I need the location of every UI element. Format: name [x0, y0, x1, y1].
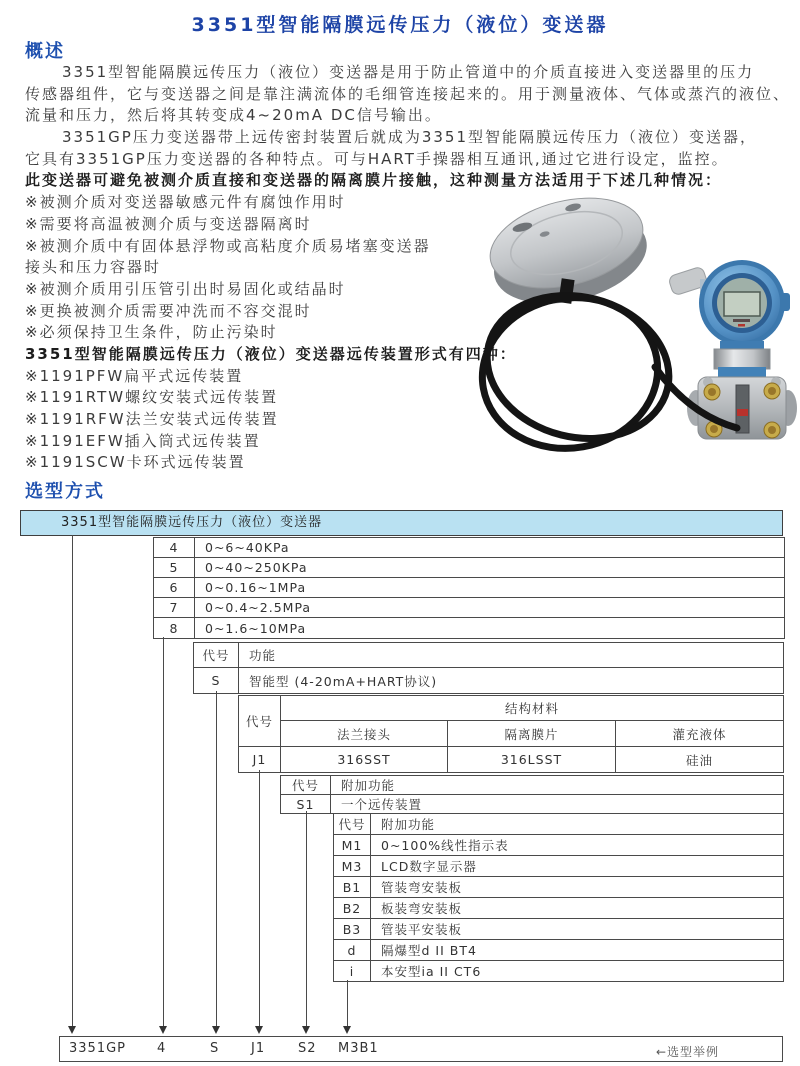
col-label: 代号 — [334, 814, 371, 835]
col-label: 灌充液体 — [616, 721, 784, 747]
col-label: 法兰接头 — [281, 721, 448, 747]
example-code: S2 — [298, 1041, 317, 1056]
remote-desc: 一个远传装置 — [331, 795, 784, 814]
example-code: M3B1 — [338, 1041, 379, 1056]
addon-table — [333, 813, 784, 982]
connector-line — [306, 811, 307, 1027]
range-code: 6 — [154, 578, 195, 598]
page-title: 3351型智能隔膜远传压力（液位）变送器 — [191, 14, 609, 36]
material-table — [238, 695, 784, 773]
addon-code: d — [334, 940, 371, 961]
arrow-down-icon — [343, 1026, 351, 1034]
example-code: J1 — [251, 1041, 266, 1056]
range-value: 0~40~250KPa — [195, 558, 785, 578]
arrow-down-icon — [302, 1026, 310, 1034]
overview-heading: 概述 — [25, 41, 65, 62]
addon-desc: 管装弯安装板 — [371, 877, 784, 898]
range-value: 0~6~40KPa — [195, 538, 785, 558]
bullet-line: ※需要将高温被测介质与变送器隔离时 — [25, 214, 312, 233]
function-code: S — [194, 668, 239, 694]
overview-line: 3351GP压力变送器带上远传密封装置后就成为3351型智能隔膜远传压力（液位）变送器， — [62, 128, 758, 147]
range-value: 0~0.16~1MPa — [195, 578, 785, 598]
addon-desc: 0~100%线性指示表 — [371, 835, 784, 856]
addon-code: M1 — [334, 835, 371, 856]
col-label: 附加功能 — [371, 814, 784, 835]
range-code: 7 — [154, 598, 195, 618]
bullet-line: ※必须保持卫生条件，防止污染时 — [25, 323, 278, 342]
overview-line: 它具有3351GP压力变送器的各种特点。可与HART手操器相互通讯,通过它进行设定，监控。 — [25, 149, 729, 168]
model-header-bar: 3351型智能隔膜远传压力（液位）变送器 — [20, 510, 783, 536]
material-flange: 316SST — [281, 747, 448, 773]
connector-line — [163, 637, 164, 1027]
material-code: J1 — [239, 747, 281, 773]
overview-line: 传感器组件，它与变送器之间是靠注满流体的毛细管连接起来的。用于测量液体、气体或蒸汽的液位、 — [25, 84, 791, 103]
remote-table — [280, 775, 784, 814]
arrow-down-icon — [68, 1026, 76, 1034]
addon-code: B1 — [334, 877, 371, 898]
material-fill: 硅油 — [616, 747, 784, 773]
example-code-box — [59, 1036, 783, 1062]
function-table — [193, 642, 784, 694]
bullet-line: ※1191SCW卡环式远传装置 — [25, 453, 246, 472]
range-code: 5 — [154, 558, 195, 578]
overview-line: 流量和压力，然后将其转变成4~20mA DC信号输出。 — [25, 106, 442, 125]
bullet-line: ※1191RTW螺纹安装式远传装置 — [25, 388, 279, 407]
example-note: ←选型举例 — [656, 1045, 720, 1059]
example-code: S — [210, 1041, 220, 1056]
connector-line — [259, 770, 260, 1027]
material-group-label: 结构材料 — [281, 696, 784, 721]
product-photo — [450, 185, 800, 480]
addon-code: B3 — [334, 919, 371, 940]
bullet-line: ※更换被测介质需要冲洗而不容交混时 — [25, 301, 312, 320]
overview-emphasis-line: 3351型智能隔膜远传压力（液位）变送器远传装置形式有四种： — [25, 344, 517, 363]
arrow-down-icon — [159, 1026, 167, 1034]
col-label: 代号 — [239, 696, 281, 747]
addon-code: M3 — [334, 856, 371, 877]
range-code: 8 — [154, 618, 195, 639]
lcd-screen — [724, 292, 760, 316]
remote-code: S1 — [281, 795, 331, 814]
addon-desc: 本安型ia II CT6 — [371, 961, 784, 982]
col-label: 功能 — [239, 643, 784, 668]
addon-desc: LCD数字显示器 — [371, 856, 784, 877]
connector-line — [72, 535, 73, 1027]
selection-heading: 选型方式 — [25, 481, 105, 502]
material-diaphragm: 316LSST — [448, 747, 616, 773]
addon-desc: 板装弯安装板 — [371, 898, 784, 919]
connector-line — [347, 980, 348, 1027]
bullet-line: 接头和压力容器时 — [25, 258, 162, 277]
col-label: 附加功能 — [331, 776, 784, 795]
bullet-line: ※被测介质用引压管引出时易固化或结晶时 — [25, 279, 346, 298]
capillary-tube — [470, 277, 684, 462]
addon-code: i — [334, 961, 371, 982]
function-desc: 智能型 (4-20mA+HART协议) — [239, 668, 784, 694]
range-value: 0~1.6~10MPa — [195, 618, 785, 639]
bullet-line: ※1191PFW扁平式远传装置 — [25, 366, 244, 385]
range-table — [153, 537, 785, 639]
arrow-down-icon — [255, 1026, 263, 1034]
bullet-line: ※1191EFW插入筒式远传装置 — [25, 431, 261, 450]
bullet-line: ※被测介质中有固体悬浮物或高粘度介质易堵塞变送器 — [25, 236, 431, 255]
connector-band — [714, 349, 770, 369]
addon-code: B2 — [334, 898, 371, 919]
col-label: 隔离膜片 — [448, 721, 616, 747]
bullet-line: ※1191RFW法兰安装式远传装置 — [25, 410, 279, 428]
arrow-down-icon — [212, 1026, 220, 1034]
addon-desc: 管装平安装板 — [371, 919, 784, 940]
col-label: 代号 — [281, 776, 331, 795]
overview-emphasis-line: 此变送器可避免被测介质直接和变送器的隔离膜片接触，这种测量方法适用于下述几种情况： — [25, 171, 723, 190]
range-code: 4 — [154, 538, 195, 558]
example-code: 4 — [157, 1041, 167, 1056]
range-value: 0~0.4~2.5MPa — [195, 598, 785, 618]
overview-line: 3351型智能隔膜远传压力（液位）变送器是用于防止管道中的介质直接进入变送器里的压力 — [62, 63, 755, 81]
addon-desc: 隔爆型d II BT4 — [371, 940, 784, 961]
col-label: 代号 — [194, 643, 239, 668]
transmitter — [668, 260, 797, 439]
connector-line — [216, 691, 217, 1027]
bullet-line: ※被测介质对变送器敏感元件有腐蚀作用时 — [25, 193, 346, 212]
example-code: 3351GP — [69, 1041, 126, 1056]
